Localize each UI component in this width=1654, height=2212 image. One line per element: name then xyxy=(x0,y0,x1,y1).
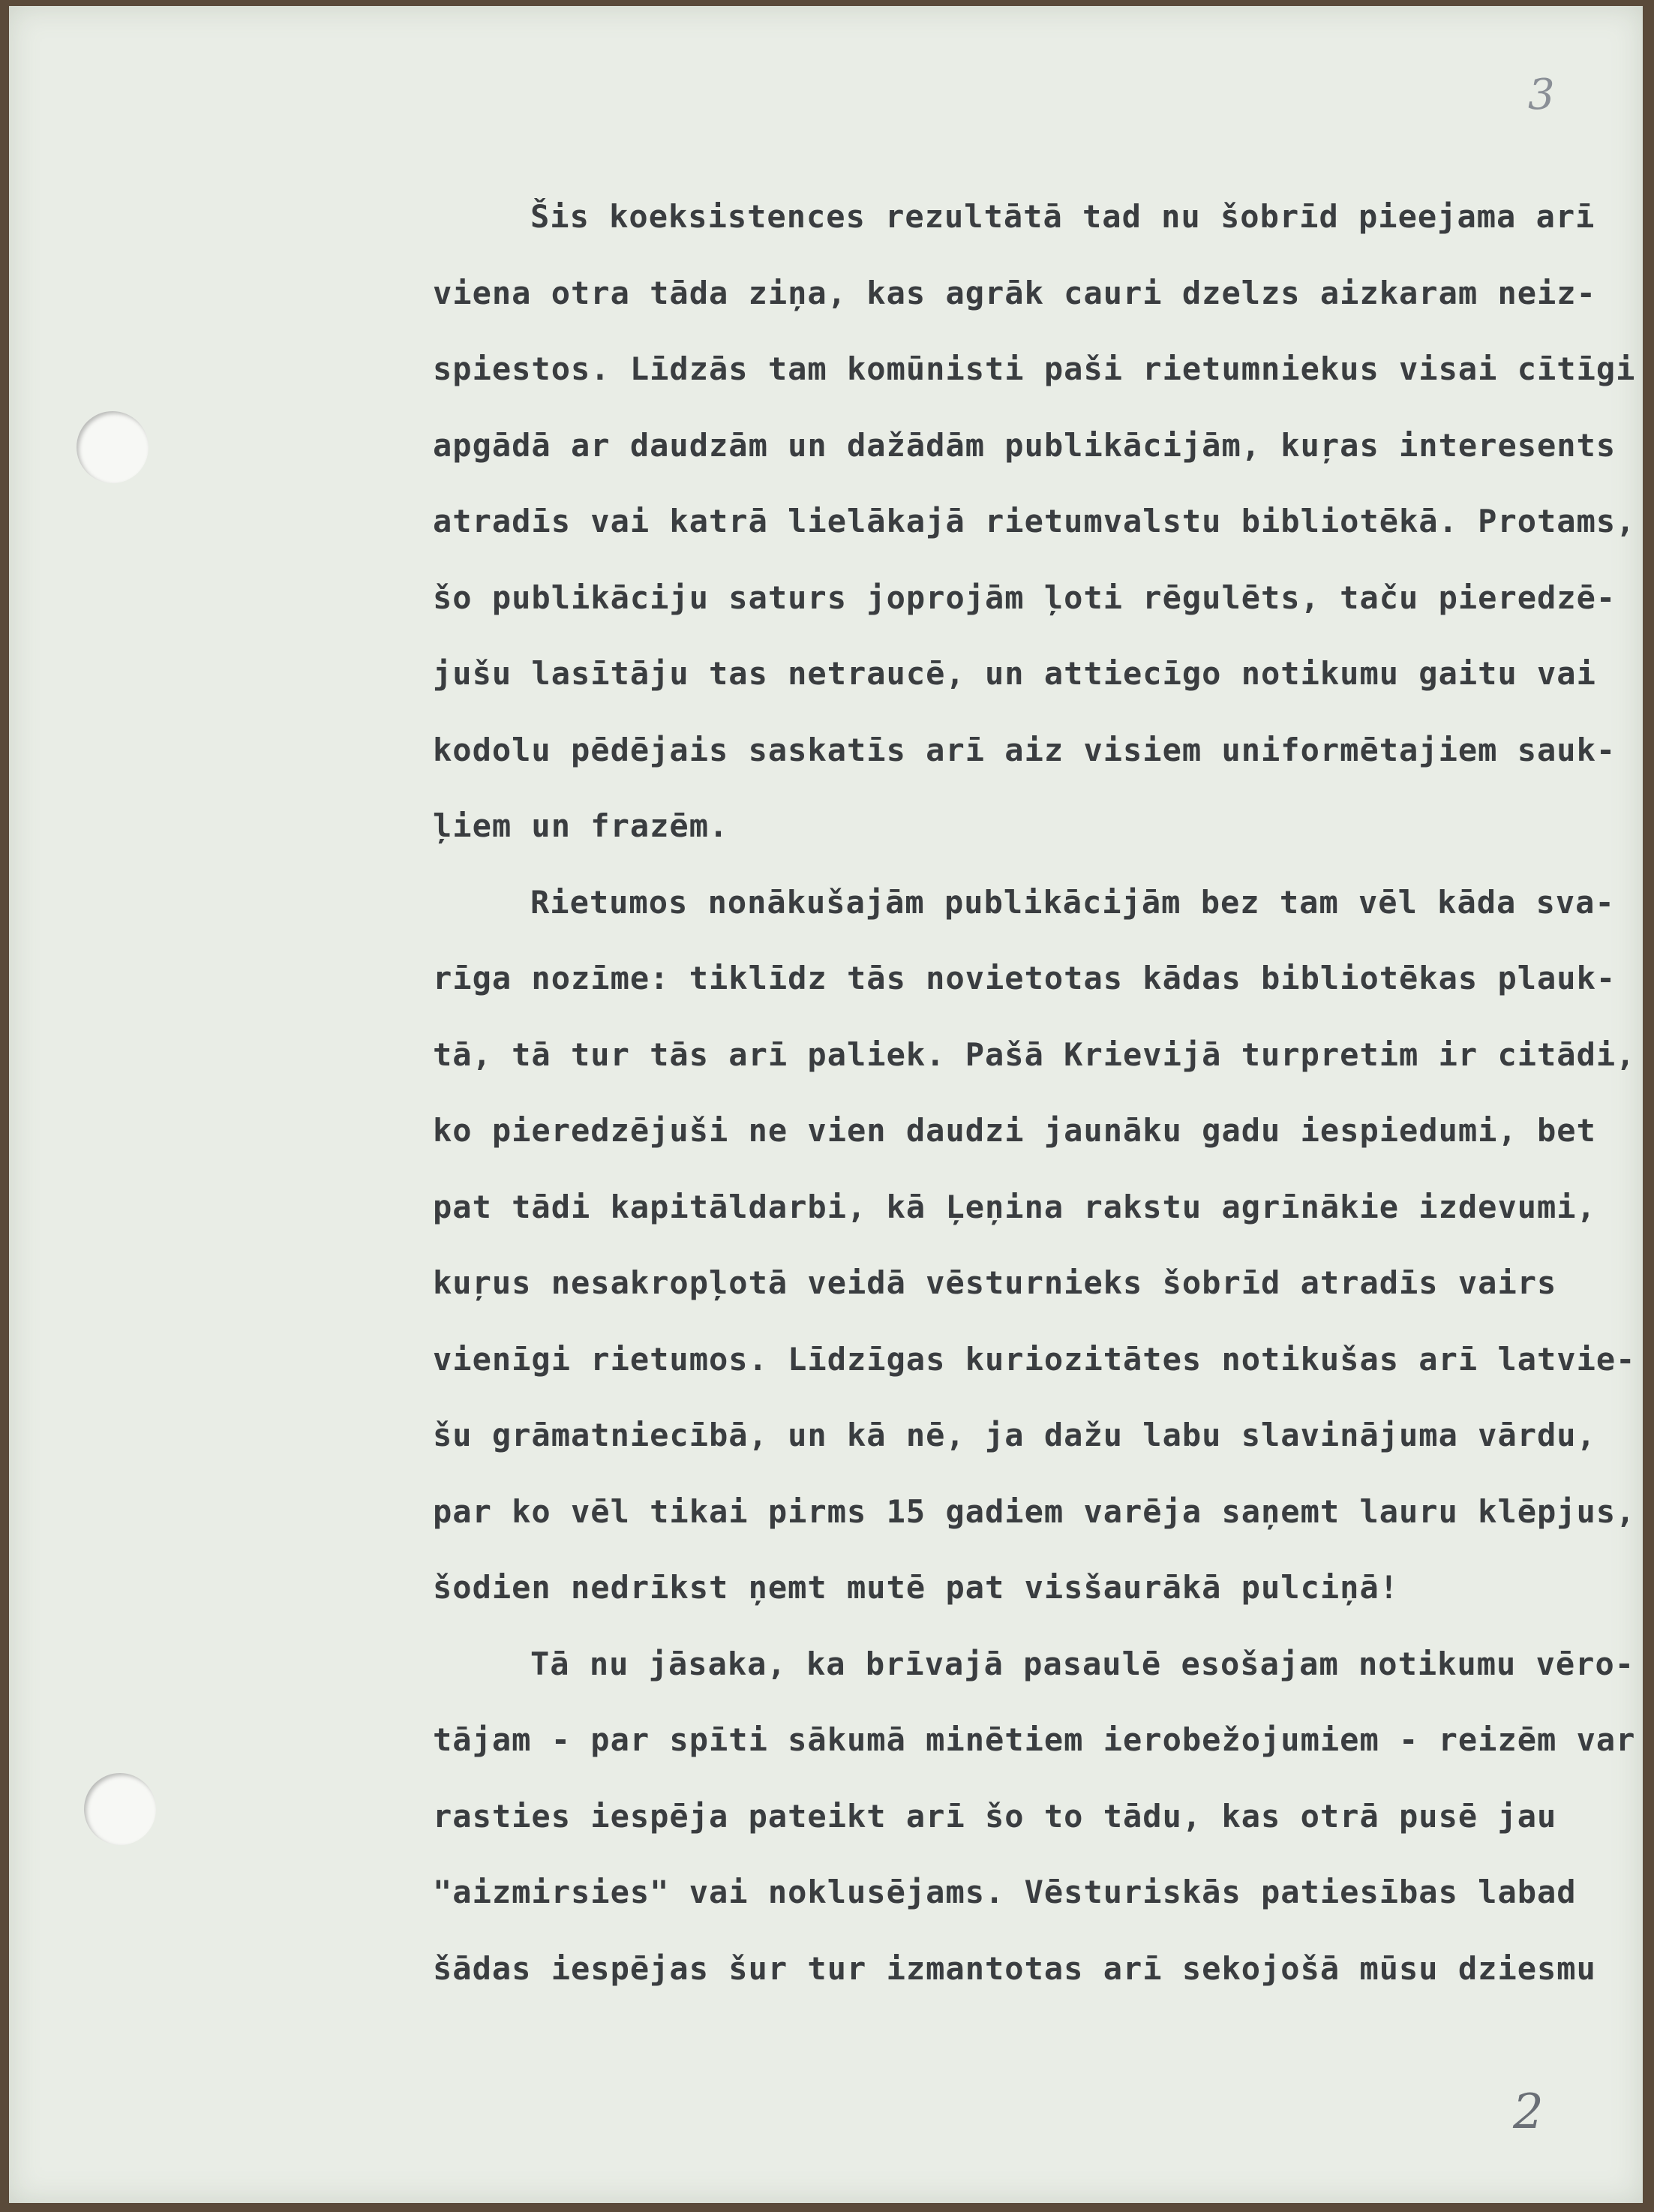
text-line: par ko vēl tikai pirms 15 gadiem varēja saņemt lauru klēpjus, xyxy=(433,1492,1636,1530)
text-line: jušu lasītāju tas netraucē, un attiecīgo notikumu gaitu vai xyxy=(433,655,1596,692)
text-line: tājam - par spīti sākumā minētiem ierobežojumiem - reizēm var xyxy=(433,1721,1636,1758)
handwritten-folio-number: 3 xyxy=(1528,71,1555,119)
text-line: šu grāmatniecībā, un kā nē, ja dažu labu slavinājuma vārdu, xyxy=(433,1417,1596,1453)
text-line: "aizmirsies" vai noklusējams. Vēsturiskās patiesības labad xyxy=(433,1874,1577,1910)
text-line: kodolu pēdējais saskatīs arī aiz visiem uniformētajiem sauk- xyxy=(433,731,1616,768)
text-line: Rietumos nonākušajām publikācijām bez tam vēl kāda sva- xyxy=(530,883,1615,921)
text-line: šādas iespējas šur tur izmantotas arī sekojošā mūsu dziesmu xyxy=(433,1949,1596,1987)
text-line: ko pieredzējuši ne vien daudzi jaunāku gadu iespiedumi, bet xyxy=(433,1112,1596,1149)
text-line: tā, tā tur tās arī paliek. Pašā Krievijā turpretim ir citādi, xyxy=(433,1035,1636,1073)
text-line: rīga nozīme: tiklīdz tās novietotas kādas bibliotēkas plauk- xyxy=(433,960,1616,996)
text-line: pat tādi kapitāldarbi, kā Ļeņina rakstu agrīnākie izdevumi, xyxy=(433,1188,1596,1225)
text-line: Tā nu jāsaka, ka brīvajā pasaulē esošajam notikumu vēro- xyxy=(530,1645,1635,1682)
text-line: atradīs vai katrā lielākajā rietumvalstu bibliotēkā. Protams, xyxy=(433,503,1636,539)
document-page xyxy=(9,6,1643,2203)
text-line: spiestos. Līdzās tam komūnisti paši rietumniekus visai cītīgi xyxy=(433,350,1636,387)
punch-hole xyxy=(77,411,149,483)
text-line: rasties iespēja pateikt arī šo to tādu, kas otrā pusē jau xyxy=(433,1797,1557,1835)
text-line: šo publikāciju saturs joprojām ļoti rēgulēts, taču pieredzē- xyxy=(433,579,1616,616)
text-line: kuŗus nesakropļotā veidā vēsturnieks šobrīd atradīs vairs xyxy=(433,1264,1557,1301)
text-line: Šis koeksistences rezultātā tad nu šobrīd pieejama arī xyxy=(530,198,1595,235)
text-line: šodien nedrīkst ņemt mutē pat visšaurākā pulciņā! xyxy=(433,1569,1400,1606)
text-line: vienīgi rietumos. Līdzīgas kuriozitātes notikušas arī latvie- xyxy=(433,1340,1636,1378)
text-line: viena otra tāda ziņa, kas agrāk cauri dzelzs aizkaram neiz- xyxy=(433,274,1596,311)
text-line: apgādā ar daudzām un dažādām publikācijām, kuŗas interesents xyxy=(433,426,1616,464)
punch-hole xyxy=(84,1773,156,1845)
handwritten-page-number: 2 xyxy=(1513,2084,1544,2140)
text-line: ļiem un frazēm. xyxy=(433,807,729,844)
typed-text-body xyxy=(433,179,1636,2006)
